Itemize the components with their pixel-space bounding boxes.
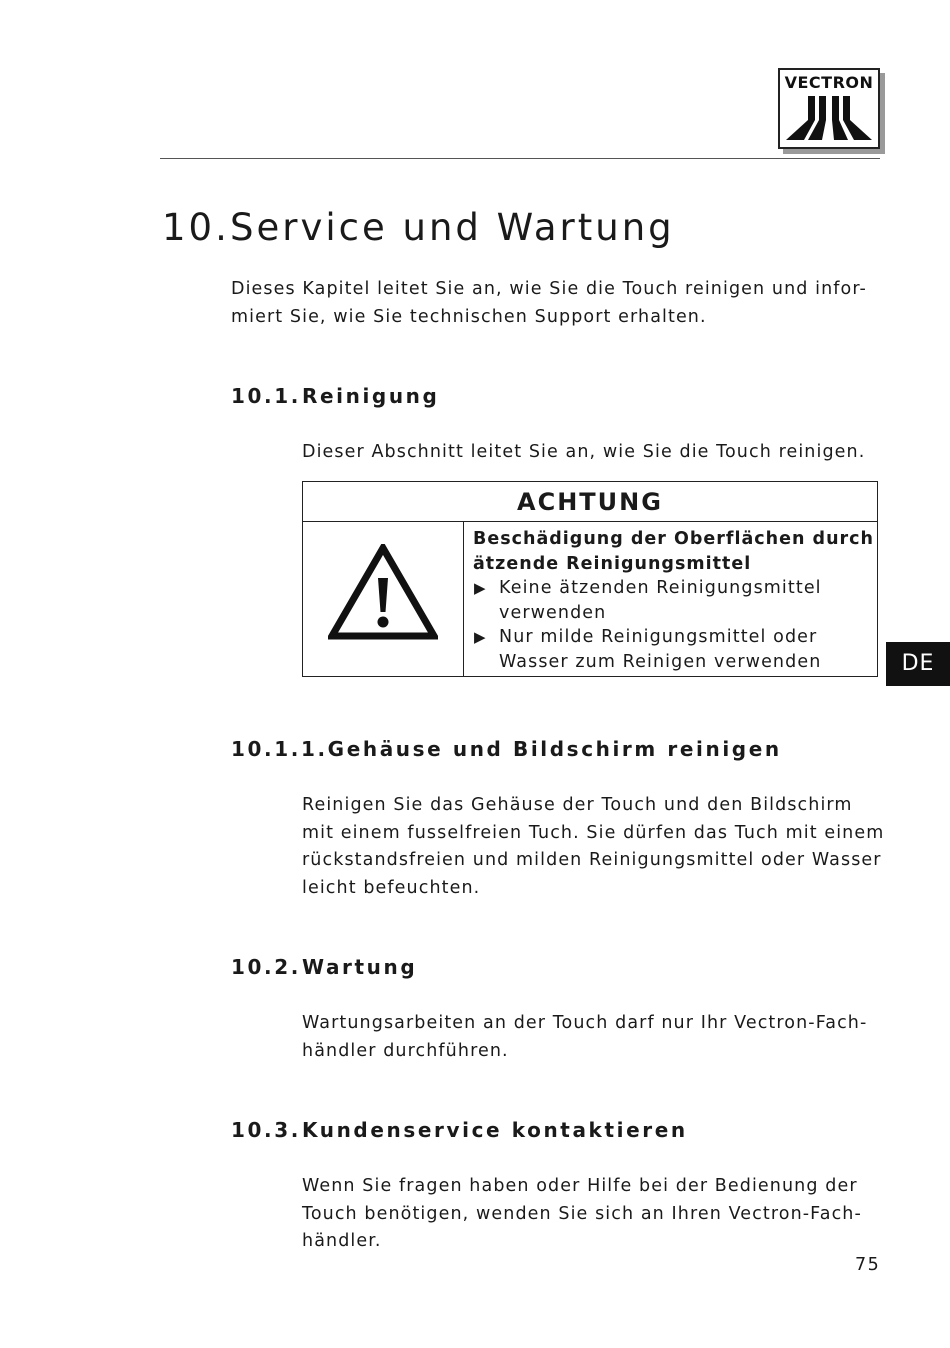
section-title: Reinigung	[302, 384, 440, 408]
warning-bullet	[473, 625, 873, 674]
vectron-logo	[778, 68, 880, 149]
logo-mark-icon	[786, 96, 872, 142]
warning-triangle-icon	[328, 544, 438, 640]
wartung-text	[302, 1010, 867, 1065]
bullet-arrow-icon: ▶	[474, 628, 487, 646]
text-line: händler durchführen.	[302, 1040, 509, 1061]
header-rule	[160, 158, 880, 159]
section-number: 10.1.	[231, 384, 301, 408]
warning-heading-line: ätzende Reinigungsmittel	[473, 553, 752, 574]
warning-heading-line: Beschädigung der Oberflächen durch	[473, 529, 874, 549]
text-line: rückstandsfreien und milden Reinigungsmittel oder Wasser	[302, 850, 882, 870]
section-number: 10.1.1.	[231, 737, 328, 761]
text-line: leicht befeuchten.	[302, 877, 481, 898]
text-line: händler.	[302, 1231, 382, 1251]
section-number: 10.2.	[231, 955, 301, 979]
intro-line: miert Sie, wie Sie technischen Support erhalten.	[231, 306, 707, 327]
chapter-title	[162, 206, 675, 249]
bullet-line: verwenden	[499, 602, 607, 623]
section-heading-wartung	[231, 955, 417, 979]
bullet-line: Nur milde Reinigungsmittel oder	[499, 627, 818, 647]
section-heading-kundenservice	[231, 1118, 688, 1142]
section-number: 10.3.	[231, 1118, 301, 1142]
reinigung-text: Dieser Abschnitt leitet Sie an, wie Sie die Touch reinigen.	[302, 442, 866, 462]
section-title: Kundenservice kontaktieren	[302, 1118, 688, 1142]
warning-body	[473, 527, 873, 674]
section-heading-gehaeuse	[231, 737, 782, 761]
warning-icon-cell	[303, 522, 464, 676]
bullet-arrow-icon: ▶	[474, 579, 487, 597]
logo-text: VECTRON	[784, 73, 874, 92]
warning-title: ACHTUNG	[303, 482, 877, 522]
text-line: mit einem fusselfreien Tuch. Sie dürfen das Tuch mit einem	[302, 822, 885, 843]
page-number: 75	[855, 1255, 881, 1275]
chapter-number: 10.	[162, 206, 230, 249]
text-line: Wartungsarbeiten an der Touch darf nur Ihr Vectron-Fach-	[302, 1013, 868, 1033]
text-line: Wenn Sie fragen haben oder Hilfe bei der Bedienung der	[302, 1176, 858, 1196]
kundenservice-text	[302, 1173, 862, 1256]
warning-bullet	[473, 576, 873, 625]
section-title: Wartung	[302, 955, 418, 979]
text-line: Touch benötigen, wenden Sie sich an Ihren Vectron-Fach-	[302, 1203, 862, 1224]
section-heading-reinigung	[231, 384, 439, 408]
warning-box	[302, 481, 878, 677]
bullet-line: Wasser zum Reinigen verwenden	[499, 651, 822, 672]
bullet-line: Keine ätzenden Reinigungsmittel	[499, 578, 822, 598]
language-tab: DE	[886, 642, 950, 686]
chapter-title-text: Service und Wartung	[230, 206, 675, 249]
section-title: Gehäuse und Bildschirm reinigen	[327, 737, 782, 761]
gehaeuse-text	[302, 792, 884, 902]
text-line: Reinigen Sie das Gehäuse der Touch und den Bildschirm	[302, 795, 853, 815]
intro-line: Dieses Kapitel leitet Sie an, wie Sie die Touch reinigen und infor-	[231, 279, 867, 299]
chapter-intro	[231, 276, 867, 331]
